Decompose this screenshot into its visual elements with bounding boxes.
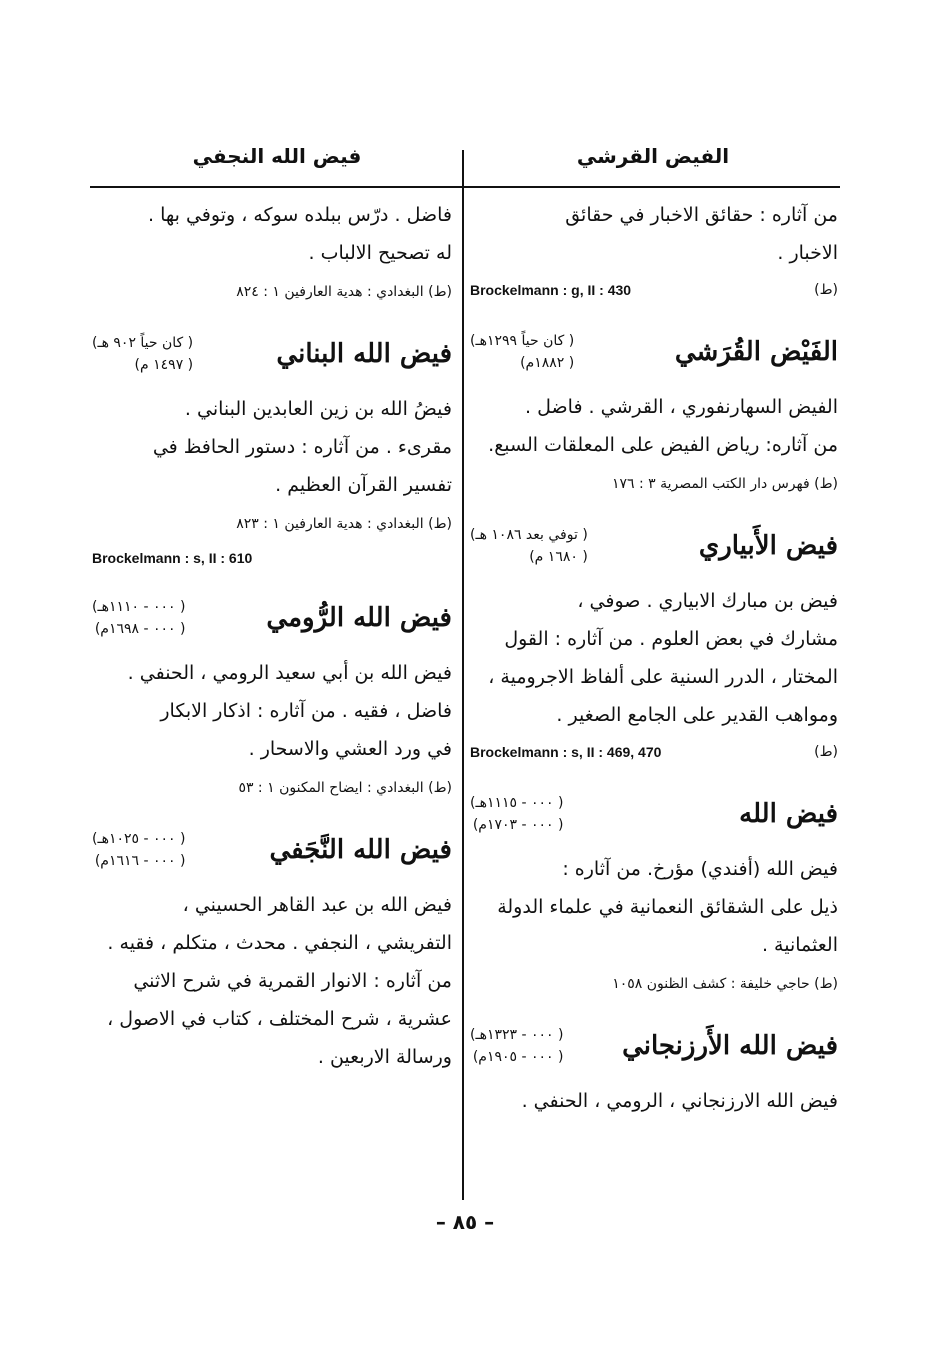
entry-name: فيض الله	[739, 799, 838, 829]
date-hijri: ( ٠٠٠ - ١١١٥هـ)	[470, 795, 564, 811]
entry-dates	[470, 1024, 563, 1068]
text-line: في ورد العشي والاسحار .	[248, 738, 452, 760]
column-divider	[462, 150, 464, 1200]
entry-heading	[92, 332, 452, 376]
text-line: من آثاره: رياض الفيض على المعلقات السبع.	[488, 434, 838, 456]
entry-dates	[470, 792, 563, 836]
text-line: العثمانية .	[761, 934, 838, 956]
entry-name: فيض الله الأَرزنجاني	[622, 1031, 838, 1061]
source-line: (ط) البغدادي : هدية العارفين ١ : ٨٢٣	[236, 516, 452, 532]
entry-dates	[92, 332, 193, 376]
source-line	[470, 276, 838, 304]
entry-name: فيض الله البناني	[276, 339, 452, 369]
source-latin: Brockelmann : g, II : 430	[470, 282, 632, 298]
text-line: الاخبار .	[777, 242, 838, 264]
entry-heading	[470, 524, 838, 568]
date-hijri: ( كان حياً ٩٠٢ هـ)	[92, 335, 194, 351]
entry-heading	[92, 596, 452, 640]
entry-name: الفَيْض القُرَشي	[674, 337, 838, 367]
running-header-right: الفيض القرشي	[576, 144, 730, 168]
date-gregorian: ( ٠٠٠ - ١٧٠٣م)	[472, 817, 564, 833]
source-line: (ط) البغدادي : ايضاح المكنون ١ : ٥٣	[238, 780, 452, 796]
entry-heading	[470, 330, 838, 374]
source-line: (ط) فهرس دار الكتب المصرية ٣ : ١٧٦	[611, 476, 838, 492]
text-line: مشارك في بعض العلوم . من آثاره : القول	[504, 628, 838, 650]
source-marker: (ط)	[814, 744, 838, 760]
source-line: (ط) البغدادي : هدية العارفين ١ : ٨٢٤	[236, 284, 452, 300]
text-line: عشرية ، شرح المختلف ، كتاب في الاصول ،	[107, 1008, 452, 1030]
source-marker: (ط)	[814, 282, 838, 298]
text-line: الفيض السهارنفوري ، القرشي . فاضل .	[525, 396, 838, 418]
entry-name: فيض الأَبياري	[698, 531, 838, 561]
right-column	[470, 196, 838, 1120]
text-line: فيض الله (أفندي) مؤرخ. من آثاره :	[562, 858, 838, 880]
date-hijri: ( ٠٠٠ - ١٠٢٥هـ)	[92, 831, 186, 847]
date-gregorian: ( ٠٠٠ - ١٩٠٥م)	[472, 1049, 564, 1065]
text-line: المختار ، الدرر السنية على ألفاظ الاجرومية ،	[488, 666, 838, 688]
entry-name: فيض الله الرُّومي	[266, 603, 452, 633]
header-rule	[90, 186, 840, 188]
date-gregorian: ( ١٨٨٢م)	[520, 355, 575, 371]
entry-name: فيض الله النَّجَفي	[269, 835, 452, 865]
text-line: مقرىء . من آثاره : دستور الحافظ في	[152, 436, 452, 458]
date-hijri: ( كان حياً ١٢٩٩هـ)	[470, 333, 575, 349]
left-column	[92, 196, 452, 1076]
running-header-left: فيض الله النجفي	[192, 144, 362, 168]
date-hijri: ( ٠٠٠ - ١٣٢٣هـ)	[470, 1027, 564, 1043]
entry-heading	[92, 828, 452, 872]
source-line: (ط) حاجي خليفة : كشف الظنون ١٠٥٨	[612, 976, 838, 992]
source-latin: Brockelmann : s, II : 469, 470	[470, 744, 662, 760]
text-line: فيض الله الارزنجاني ، الرومي ، الحنفي .	[521, 1090, 838, 1112]
entry-heading	[470, 1024, 838, 1068]
text-line: فاضل ، فقيه . من آثاره : اذكار الابكار	[160, 700, 452, 722]
text-line: فيض الله بن عبد القاهر الحسيني ،	[182, 894, 452, 916]
source-latin: Brockelmann : s, II : 610	[92, 550, 253, 566]
text-line: تفسير القرآن العظيم .	[275, 474, 452, 496]
source-line	[470, 738, 838, 766]
text-line: فيض الله بن أبي سعيد الرومي ، الحنفي .	[127, 662, 452, 684]
entry-dates	[470, 330, 574, 374]
text-line: التفريشي ، النجفي . محدث ، متكلم ، فقيه .	[107, 932, 452, 954]
date-gregorian: ( ١٦٨٠ م)	[529, 549, 588, 565]
text-line: ومواهب القدير على الجامع الصغير .	[556, 704, 838, 726]
entry-heading	[470, 792, 838, 836]
text-line: ورسالة الاربعين .	[317, 1046, 452, 1068]
text-line: من آثاره : الانوار القمرية في شرح الاثني	[133, 970, 452, 992]
date-hijri: ( توفي بعد ١٠٨٦ هـ)	[470, 527, 588, 543]
text-line: من آثاره : حقائق الاخبار في حقائق	[565, 204, 838, 226]
text-line: ذيل على الشقائق النعمانية في علماء الدولة	[497, 896, 838, 918]
text-line: له تصحيح الالباب .	[308, 242, 452, 264]
page-number: – ٨٥ –	[435, 1210, 495, 1234]
entry-dates	[92, 596, 185, 640]
date-hijri: ( ٠٠٠ - ١١١٠هـ)	[92, 599, 186, 615]
text-line: فاضل . درّس ببلده سوكه ، وتوفي بها .	[148, 204, 452, 226]
text-line: فيض بن مبارك الابياري . صوفي ،	[577, 590, 838, 612]
entry-dates	[470, 524, 588, 568]
date-gregorian: ( ١٤٩٧ م)	[134, 357, 194, 373]
date-gregorian: ( ٠٠٠ - ١٦١٦م)	[94, 853, 186, 869]
date-gregorian: ( ٠٠٠ - ١٦٩٨م)	[94, 621, 186, 637]
entry-dates	[92, 828, 185, 872]
text-line: فيضُ الله بن زين العابدين البناني .	[184, 398, 452, 420]
